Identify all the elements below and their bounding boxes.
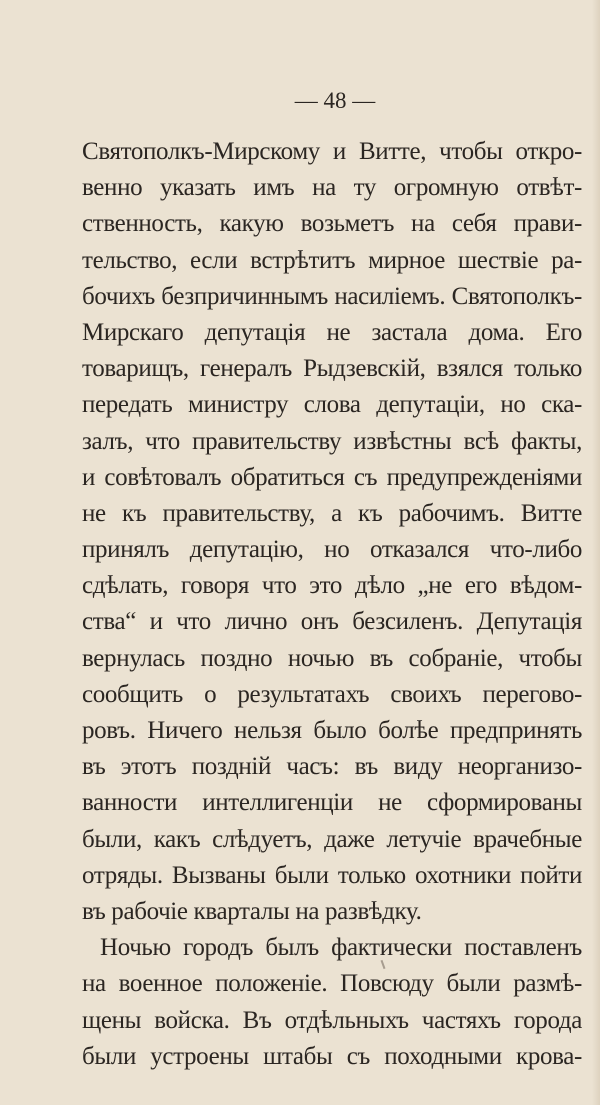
text-line: въ рабочіе кварталы на развѣдку. xyxy=(82,897,422,925)
text-line: были, какъ слѣдуетъ, даже летучіе врачебные xyxy=(82,825,582,853)
text-line: сообщить о результатахъ своихъ перегово- xyxy=(82,680,582,708)
text-line: Мирскаго депутація не застала дома. Его xyxy=(82,318,582,346)
text-line: въ этотъ поздній часъ: въ виду неорганизо- xyxy=(82,753,582,781)
text-line: залъ, что правительству извѣстны всѣ факты, xyxy=(82,427,582,455)
text-line: венно указать имъ на ту огромную отвѣт- xyxy=(82,174,582,202)
page-number: — 48 — xyxy=(294,88,376,113)
text-line: сдѣлать, говоря что это дѣло „не его вѣдом- xyxy=(82,572,582,600)
text-line: не къ правительству, а къ рабочимъ. Витте xyxy=(82,499,582,527)
text-line: принялъ депутацію, но отказался что-либо xyxy=(82,536,582,564)
text-line: щены войска. Въ отдѣльныхъ частяхъ города xyxy=(82,1006,582,1034)
text-line: тельство, если встрѣтитъ мирное шествіе ра- xyxy=(82,246,582,274)
text-line: товарищъ, генералъ Рыдзевскій, взялся только xyxy=(82,355,582,383)
text-line: Ночью городъ былъ фактически поставленъ xyxy=(100,934,582,962)
text-line: отряды. Вызваны были только охотники пойти xyxy=(82,861,582,889)
text-line: ственность, какую возьметъ на себя прави- xyxy=(82,210,582,238)
text-line: вернулась поздно ночью въ собраніе, чтобы xyxy=(82,644,582,672)
text-line: бочихъ безпричиннымъ насиліемъ. Святополкъ- xyxy=(82,282,582,310)
text-line: на военное положеніе. Повсюду были размѣ- xyxy=(82,970,582,998)
text-line: Святополкъ-Мирскому и Витте, чтобы откро- xyxy=(82,138,582,165)
text-line: ства“ и что лично онъ безсиленъ. Депутація xyxy=(82,608,582,636)
text-line: были устроены штабы съ походными крова- xyxy=(82,1042,582,1070)
text-line: ванности интеллигенціи не сформированы xyxy=(82,789,582,817)
text-line: ровъ. Ничего нельзя было болѣе предпринять xyxy=(82,717,582,744)
page-edge-shadow xyxy=(592,0,600,1105)
body-text xyxy=(82,134,582,1075)
text-line: передать министру слова депутаціи, но ска- xyxy=(82,391,582,419)
text-line: и совѣтовалъ обратиться съ предупрежденіями xyxy=(82,463,582,491)
